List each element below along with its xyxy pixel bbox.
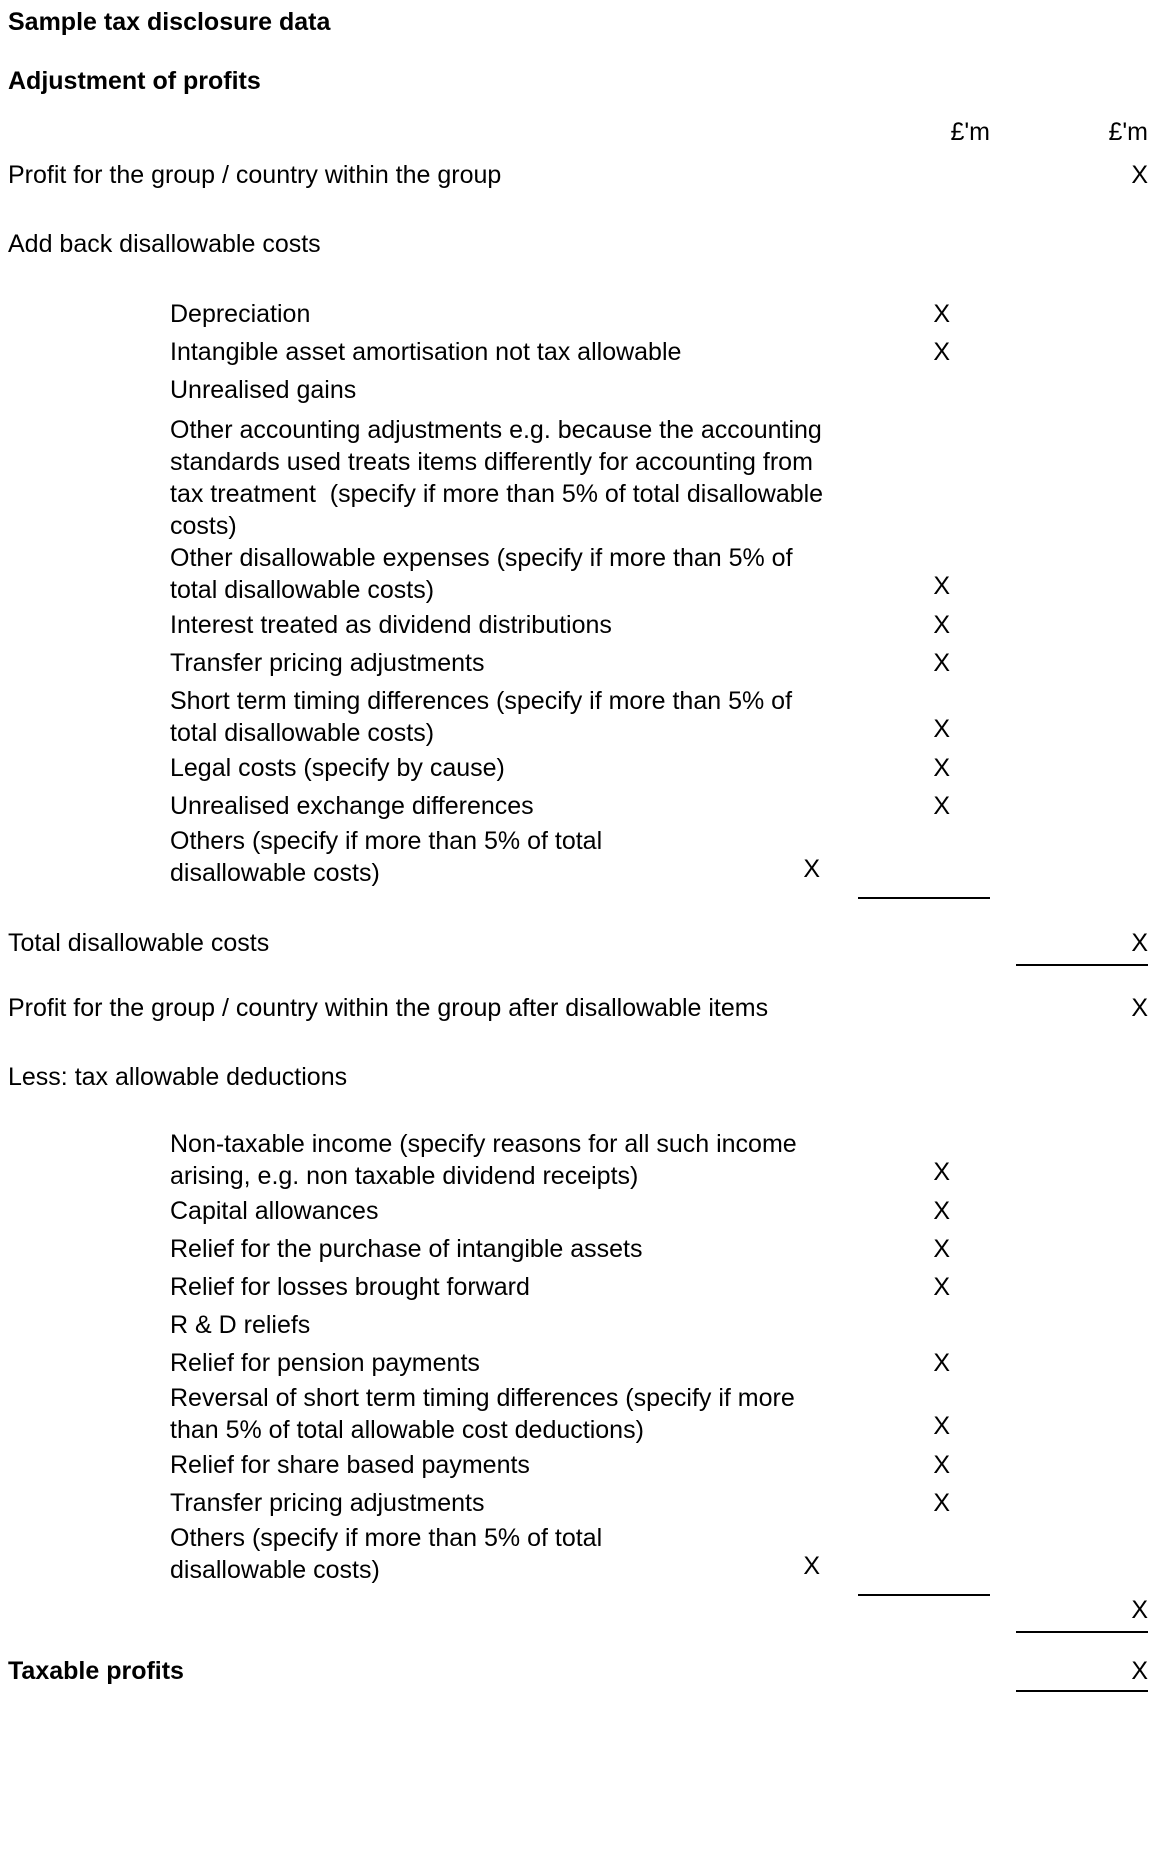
list-item — [0, 1306, 1160, 1344]
list-item — [0, 682, 1160, 749]
allowable-subtotal-rule-col1 — [0, 1594, 1160, 1596]
list-item-label: Legal costs (specify by cause) — [170, 754, 505, 782]
spacer — [0, 257, 1160, 295]
rule-col2 — [1010, 964, 1160, 966]
list-item-label: Unrealised gains — [170, 376, 357, 404]
taxable-profits-rule-col2 — [0, 1690, 1160, 1692]
rule-spacer — [0, 1631, 870, 1633]
spacer — [0, 94, 1160, 120]
spacer — [0, 1090, 1160, 1128]
list-item-label: Others (specify if more than 5% of total disallowable costs) — [170, 827, 610, 887]
horizontal-rule — [1016, 964, 1148, 966]
page-title: Sample tax disclosure data — [8, 8, 331, 36]
list-item — [0, 644, 1160, 682]
list-item — [0, 295, 1160, 333]
rule-col1 — [858, 897, 1010, 899]
list-item-label: Transfer pricing adjustments — [170, 649, 485, 677]
list-item-value: X — [933, 300, 950, 328]
list-item-value: X — [933, 1158, 950, 1186]
row-add-back-disallowable-costs — [0, 232, 1160, 257]
row-value-col2: X — [1131, 1596, 1148, 1624]
horizontal-rule — [1016, 1631, 1148, 1633]
list-item — [0, 1268, 1160, 1306]
row-label: Taxable profits — [8, 1657, 184, 1685]
row-label: Profit for the group / country within the group — [8, 161, 502, 189]
row-label: Less: tax allowable deductions — [8, 1063, 348, 1091]
list-item-label: Relief for losses brought forward — [170, 1273, 530, 1301]
rule-spacer — [0, 897, 858, 899]
rule-spacer — [0, 1594, 858, 1596]
list-item-label: Relief for share based payments — [170, 1451, 530, 1479]
list-item-label: Relief for the purchase of intangible assets — [170, 1235, 643, 1263]
currency-header-row — [0, 120, 1160, 145]
list-item-label: Other accounting adjustments e.g. because the accounting standards used treats items differently for accounting from tax treatment (specify if more than 5% of total disallowable costs) — [170, 416, 831, 540]
rule-col1 — [858, 1594, 1010, 1596]
list-item-label: Transfer pricing adjustments — [170, 1489, 485, 1517]
row-label: Total disallowable costs — [8, 929, 270, 957]
list-item — [0, 1484, 1160, 1522]
spacer — [0, 188, 1160, 232]
list-item-value: X — [933, 572, 950, 600]
document-title-row — [0, 10, 1160, 35]
horizontal-rule — [1016, 1690, 1148, 1692]
list-item-value: X — [933, 1197, 950, 1225]
list-item — [0, 1192, 1160, 1230]
list-item-value: X — [933, 338, 950, 366]
row-less-tax-allowable-deductions — [0, 1065, 1160, 1090]
list-item — [0, 371, 1160, 409]
section-heading-row — [0, 69, 1160, 94]
list-item-value: X — [933, 1412, 950, 1440]
rule-col1 — [870, 964, 1010, 966]
rule-col2 — [1010, 1631, 1160, 1633]
rule-col1 — [870, 1690, 1010, 1692]
list-item — [0, 606, 1160, 644]
row-total-allowable-deductions — [0, 1598, 1160, 1623]
list-item-label: Depreciation — [170, 300, 311, 328]
list-item-value: X — [933, 611, 950, 639]
total-allowable-rule-col2 — [0, 1631, 1160, 1633]
horizontal-rule — [858, 1594, 990, 1596]
list-item-label: R & D reliefs — [170, 1311, 311, 1339]
list-item — [0, 1230, 1160, 1268]
list-item — [0, 749, 1160, 787]
disallowable-items-list — [0, 295, 1160, 889]
list-item-value: X — [933, 1235, 950, 1263]
list-item-value: X — [933, 1349, 950, 1377]
row-profit-for-group — [0, 163, 1160, 188]
horizontal-rule — [858, 897, 990, 899]
row-profit-after-disallowable-items — [0, 996, 1160, 1021]
list-item-label: Unrealised exchange differences — [170, 792, 534, 820]
row-value-col2: X — [1131, 1657, 1148, 1685]
list-item-label: Intangible asset amortisation not tax allowable — [170, 338, 682, 366]
list-item — [0, 825, 1160, 889]
list-item — [0, 1344, 1160, 1382]
list-item — [0, 542, 1160, 606]
currency-header-col1: £'m — [950, 118, 990, 146]
list-item-label: Short term timing differences (specify if more than 5% of total disallowable costs) — [170, 687, 799, 747]
list-item-value: X — [933, 792, 950, 820]
currency-header-col2: £'m — [1108, 118, 1148, 146]
row-total-disallowable-costs — [0, 931, 1160, 956]
spacer — [0, 35, 1160, 69]
list-item-label: Others (specify if more than 5% of total disallowable costs) — [170, 1524, 610, 1584]
list-item — [0, 409, 1160, 542]
list-item — [0, 1522, 1160, 1586]
list-item-value: X — [933, 754, 950, 782]
list-item-label: Reversal of short term timing differences (specify if more than 5% of total allowable cost deductions) — [170, 1384, 802, 1444]
spacer — [0, 899, 1160, 931]
list-item-value: X — [803, 1552, 820, 1580]
subtotal-rule-col1 — [0, 897, 1160, 899]
row-value-col2: X — [1131, 929, 1148, 957]
list-item-value: X — [933, 1273, 950, 1301]
row-value-col2: X — [1131, 994, 1148, 1022]
allowable-items-list — [0, 1128, 1160, 1586]
rule-col1 — [870, 1631, 1010, 1633]
list-item — [0, 787, 1160, 825]
row-value-col2: X — [1131, 161, 1148, 189]
list-item-value: X — [933, 1451, 950, 1479]
list-item-label: Capital allowances — [170, 1197, 379, 1225]
list-item — [0, 1446, 1160, 1484]
list-item-value: X — [933, 649, 950, 677]
rule-spacer — [0, 1690, 870, 1692]
row-label: Profit for the group / country within the group after disallowable items — [8, 994, 769, 1022]
section-heading-adjustment-of-profits: Adjustment of profits — [8, 67, 261, 95]
list-item-label: Non-taxable income (specify reasons for all such income arising, e.g. non taxable dividend receipts) — [170, 1130, 804, 1190]
list-item-label: Relief for pension payments — [170, 1349, 480, 1377]
rule-col2 — [1010, 897, 1160, 899]
list-item — [0, 333, 1160, 371]
spacer — [0, 1633, 1160, 1659]
list-item — [0, 1128, 1160, 1192]
rule-spacer — [0, 964, 870, 966]
list-item-value: X — [933, 715, 950, 743]
spacer — [0, 1021, 1160, 1065]
list-item-label: Other disallowable expenses (specify if more than 5% of total disallowable costs) — [170, 544, 800, 604]
list-item — [0, 1382, 1160, 1446]
row-taxable-profits — [0, 1659, 1160, 1684]
spacer — [0, 966, 1160, 996]
list-item-value: X — [803, 855, 820, 883]
row-label: Add back disallowable costs — [8, 230, 321, 258]
total-rule-col2 — [0, 964, 1160, 966]
list-item-value: X — [933, 1489, 950, 1517]
rule-col2 — [1010, 1690, 1160, 1692]
list-item-label: Interest treated as dividend distributions — [170, 611, 612, 639]
